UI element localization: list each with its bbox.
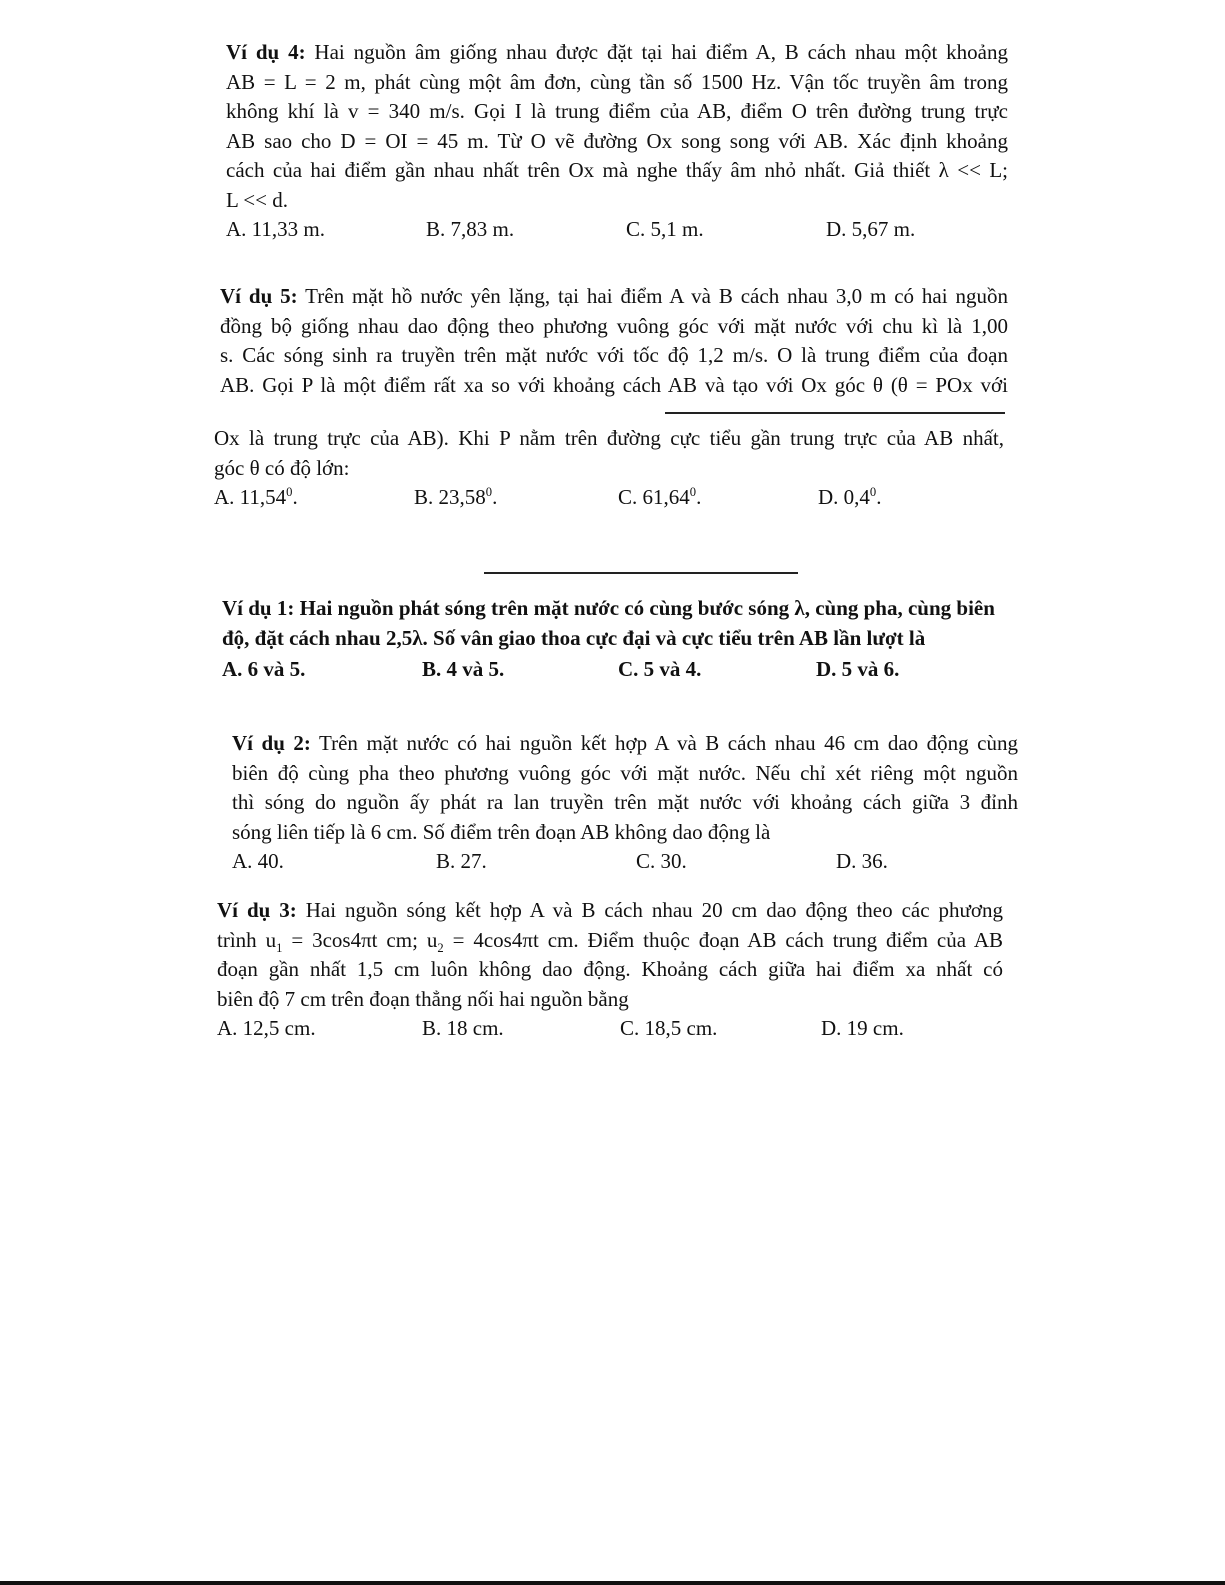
- answer-options: [214, 483, 1004, 513]
- answer-options: [222, 655, 994, 685]
- question-label: Ví dụ 5:: [220, 284, 298, 308]
- question-line: đoạn gần nhất 1,5 cm luôn không dao động. Khoảng cách giữa hai điểm xa nhất có: [217, 957, 1003, 981]
- question-vd4: [226, 38, 1008, 245]
- question-line: AB = L = 2 m, phát cùng một âm đơn, cùng tần số 1500 Hz. Vận tốc truyền âm trong: [226, 69, 1008, 94]
- option-b[interactable]: B. 23,58$^0$.: [414, 485, 498, 509]
- option-b[interactable]: B. 7,83 m.: [426, 217, 515, 241]
- option-c[interactable]: C. 5,1 m.: [626, 217, 704, 241]
- option-a[interactable]: A. 11,54$^0$.: [214, 485, 298, 509]
- option-c[interactable]: C. 5 và 4.: [618, 657, 702, 681]
- section-divider: [484, 572, 798, 574]
- option-a[interactable]: A. 40.: [232, 849, 284, 873]
- divider-line: [665, 412, 1005, 414]
- option-a[interactable]: A. 12,5 cm.: [217, 1016, 316, 1040]
- question-label: Ví dụ 4:: [226, 40, 306, 64]
- question-vd2: [232, 729, 1018, 877]
- question-line: cách của hai điểm gần nhau nhất trên Ox mà nghe thấy âm nhỏ nhất. Giả thiết λ << L;: [226, 158, 1008, 182]
- answer-options: [232, 847, 1018, 877]
- question-line: góc θ có độ lớn:: [214, 455, 350, 480]
- option-b[interactable]: B. 4 và 5.: [422, 657, 505, 681]
- question-line: Ví dụ 1: Hai nguồn phát sóng trên mặt nước có cùng bước sóng λ, cùng pha, cùng biên: [222, 596, 995, 620]
- question-line: sóng liên tiếp là 6 cm. Số điểm trên đoạn AB không dao động là: [232, 819, 771, 844]
- question-label: Ví dụ 3:: [217, 898, 297, 922]
- option-b[interactable]: B. 18 cm.: [422, 1016, 504, 1040]
- option-b[interactable]: B. 27.: [436, 849, 487, 873]
- question-line: AB sao cho D = OI = 45 m. Từ O vẽ đường Ox song song với AB. Xác định khoảng: [226, 128, 1008, 153]
- option-d[interactable]: D. 19 cm.: [821, 1016, 904, 1040]
- option-a[interactable]: A. 6 và 5.: [222, 657, 306, 681]
- question-line: thì sóng do nguồn ấy phát ra lan truyền trên mặt nước với khoảng cách giữa 3 đỉnh: [232, 790, 1018, 814]
- page-bottom-border: [0, 1581, 1225, 1585]
- question-vd5-part2: [214, 424, 1004, 513]
- answer-options: [217, 1014, 1003, 1044]
- question-line: độ, đặt cách nhau 2,5λ. Số vân giao thoa cực đại và cực tiểu trên AB lần lượt là: [222, 625, 926, 650]
- question-line: L << d.: [226, 187, 288, 212]
- question-line: không khí là v = 340 m/s. Gọi I là trung điểm của AB, điểm O trên đường trung trực: [226, 99, 1008, 123]
- equation-line: trình $u_1 = 3\cos 4\pi t$ cm; $u_2 = 4\cos 4\pi t$ cm. Điểm thuộc đoạn AB cách trung điểm của AB: [217, 927, 1003, 955]
- option-c[interactable]: C. 30.: [636, 849, 687, 873]
- option-d[interactable]: D. $0,4^0$.: [818, 485, 882, 509]
- option-d[interactable]: D. 5 và 6.: [816, 657, 900, 681]
- question-vd3: [217, 896, 1003, 1044]
- question-line: biên độ 7 cm trên đoạn thẳng nối hai nguồn bằng: [217, 986, 629, 1011]
- question-line: s. Các sóng sinh ra truyền trên mặt nước với tốc độ 1,2 m/s. O là trung điểm của đoạn: [220, 343, 1008, 367]
- question-line: Ví dụ 2: Trên mặt nước có hai nguồn kết hợp A và B cách nhau 46 cm dao động cùng: [232, 731, 1018, 755]
- question-line: đồng bộ giống nhau dao động theo phương vuông góc với mặt nước với chu kì là 1,00: [220, 313, 1008, 338]
- answer-options: [226, 215, 1008, 245]
- option-a[interactable]: A. 11,33 m.: [226, 217, 325, 241]
- option-c[interactable]: C. 61,64$^0$.: [618, 485, 702, 509]
- question-line: biên độ cùng pha theo phương vuông góc với mặt nước. Nếu chỉ xét riêng một nguồn: [232, 760, 1018, 785]
- question-vd5-part1: [220, 282, 1008, 400]
- question-line: AB. Gọi P là một điểm rất xa so với khoảng cách AB và tạo với Ox góc θ (θ = POx với: [220, 372, 1008, 397]
- question-line: Ví dụ 5: Trên mặt hồ nước yên lặng, tại hai điểm A và B cách nhau 3,0 m có hai nguồn: [220, 284, 1008, 308]
- question-label: Ví dụ 1:: [222, 596, 295, 620]
- question-vd1: [222, 594, 994, 685]
- question-line: Ví dụ 4: Hai nguồn âm giống nhau được đặt tại hai điểm A, B cách nhau một khoảng: [226, 40, 1008, 64]
- option-c[interactable]: C. 18,5 cm.: [620, 1016, 718, 1040]
- option-d[interactable]: D. 36.: [836, 849, 888, 873]
- question-label: Ví dụ 2:: [232, 731, 311, 755]
- question-line: Ox là trung trực của AB). Khi P nằm trên đường cực tiểu gần trung trực của AB nhất,: [214, 426, 1004, 450]
- question-line: Ví dụ 3: Hai nguồn sóng kết hợp A và B cách nhau 20 cm dao động theo các phương: [217, 898, 1004, 922]
- option-d[interactable]: D. 5,67 m.: [826, 217, 916, 241]
